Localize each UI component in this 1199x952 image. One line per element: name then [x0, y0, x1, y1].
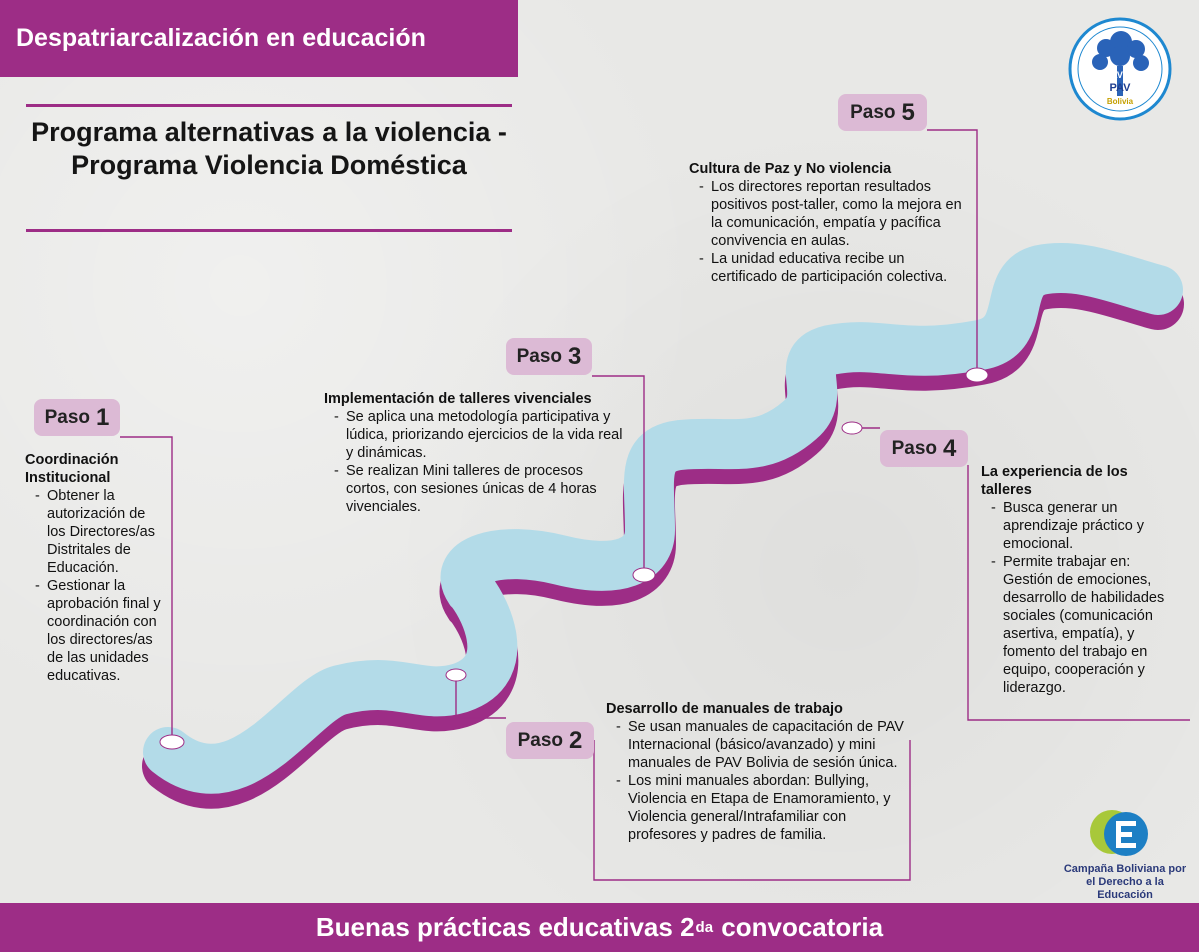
step-3-number: 3 — [568, 342, 582, 370]
avp-logo-line1: AVP — [1111, 70, 1129, 80]
avp-logo-line2: PAV — [1109, 82, 1131, 94]
step-1-heading: Coordinación Institucional — [25, 452, 119, 486]
main-title: Programa alternativas a la violencia - Programa Violencia Doméstica — [31, 117, 507, 180]
step-4-word: Paso — [891, 437, 938, 459]
footer-banner — [0, 903, 1199, 952]
step-1-number: 1 — [96, 403, 110, 431]
avp-logo-line3: Bolivia — [1106, 97, 1134, 106]
footer-superscript: da — [695, 919, 714, 936]
step-5-bullet: - La unidad educativa recibe un certificado de participación colectiva. — [689, 250, 964, 286]
step-4-bullet: - Permite trabajar en: Gestión de emociones, desarrollo de habilidades sociales (comunicación asertiva, empatía), y fomento del trabajo en equipo, cooperación y liderazgo. — [981, 553, 1166, 697]
step-4-tag — [880, 430, 968, 467]
step-2-description — [606, 700, 906, 844]
step-4-bullet: - Busca generar un aprendizaje práctico y emocional. — [981, 499, 1166, 553]
step-3-description — [324, 390, 624, 516]
step-5-heading: Cultura de Paz y No violencia — [689, 161, 892, 177]
step-3-bullet: - Se realizan Mini talleres de procesos cortos, con sesiones únicas de 4 horas vivenciales. — [324, 462, 624, 516]
header-title: Despatriarcalización en educación — [16, 24, 426, 52]
step-4-heading: La experiencia de los talleres — [981, 464, 1128, 498]
step-3-bullet: - Se aplica una metodología participativa y lúdica, priorizando ejercicios de la vida real y dinámicas. — [324, 408, 624, 462]
step-5-number: 5 — [901, 98, 915, 126]
step-1-description — [25, 451, 165, 685]
footer-text-after: convocatoria — [714, 912, 884, 942]
footer-text-before: Buenas prácticas educativas 2 — [315, 912, 695, 942]
avp-pav-logo — [1066, 16, 1174, 122]
step-1-bullet: - Obtener la autorización de los Directores/as Distritales de Educación. — [25, 487, 165, 577]
step-1-tag — [34, 399, 120, 436]
step-2-tag — [506, 722, 594, 759]
step-1-bullet: - Gestionar la aprobación final y coordinación con los directores/as de las unidades educativas. — [25, 577, 165, 685]
step-3-heading: Implementación de talleres vivenciales — [324, 391, 592, 407]
step-4-description — [981, 463, 1166, 697]
step-5-bullet: - Los directores reportan resultados positivos post-taller, como la mejora en la comunicación, empatía y pacífica convivencia en aulas. — [689, 178, 964, 250]
step-2-number: 2 — [569, 726, 583, 754]
step-2-bullet: - Se usan manuales de capacitación de PAV Internacional (básico/avanzado) y mini manuales de PAV Bolivia de sesión única. — [606, 718, 906, 772]
step-4-number: 4 — [943, 434, 957, 462]
step-2-word: Paso — [517, 729, 564, 751]
step-5-tag — [838, 94, 927, 131]
step-5-description — [689, 160, 964, 286]
campaign-logo-name: Campaña Boliviana por el Derecho a la Educación — [1063, 863, 1187, 901]
step-2-heading: Desarrollo de manuales de trabajo — [606, 701, 843, 717]
step-5-word: Paso — [850, 101, 896, 123]
step-3-word: Paso — [516, 345, 563, 367]
step-3-tag — [506, 338, 592, 375]
campaign-logo — [1060, 806, 1190, 901]
step-1-word: Paso — [44, 406, 91, 428]
step-2-bullet: - Los mini manuales abordan: Bullying, Violencia en Etapa de Enamoramiento, y Violencia general/Intrafamiliar con profesores y padres de familia. — [606, 772, 906, 844]
